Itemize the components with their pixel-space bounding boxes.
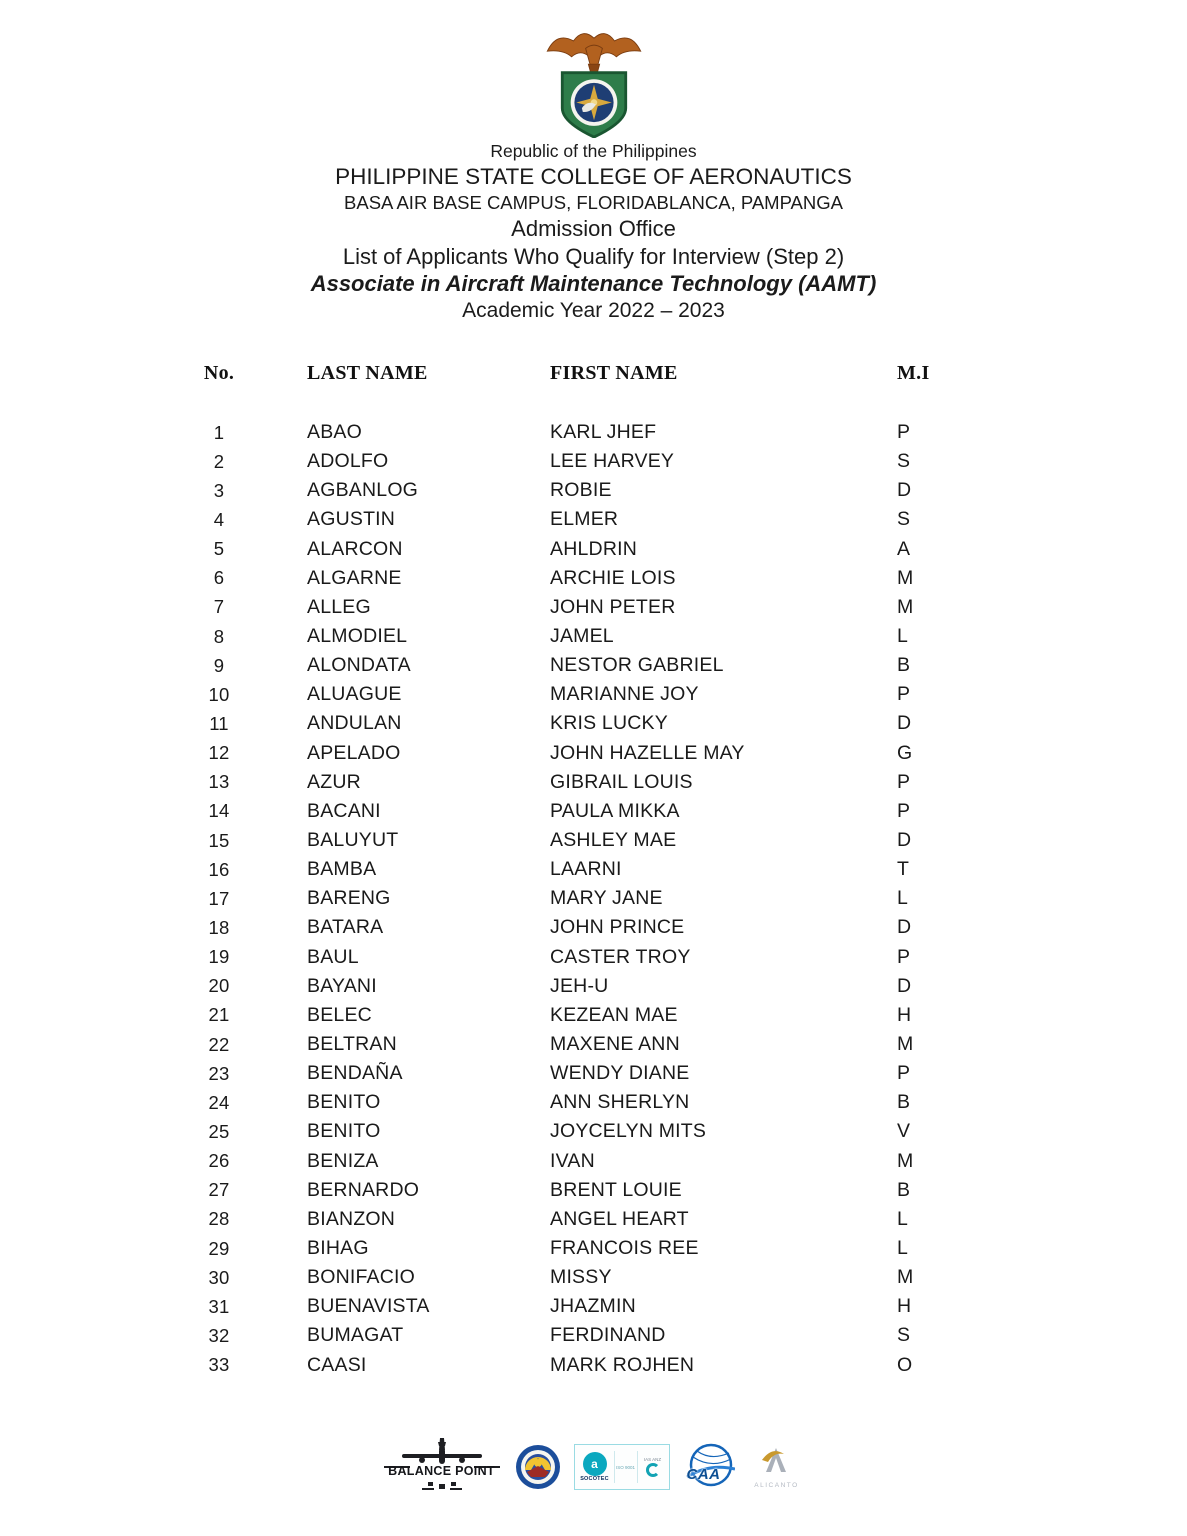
row-number-cell: 8 [213, 625, 225, 647]
table-row [197, 972, 1187, 1001]
middle-initial-cell: L [897, 887, 909, 910]
republic-line: Republic of the Philippines [490, 141, 697, 161]
table-row [197, 709, 1187, 738]
first-name-cell: WENDY DIANE [550, 1062, 690, 1085]
table-row [197, 505, 1187, 534]
caa-logo [683, 1443, 735, 1491]
college-name: PHILIPPINE STATE COLLEGE OF AERONAUTICS [335, 164, 852, 189]
table-row [197, 1263, 1187, 1292]
last-name-cell: CAASI [307, 1353, 367, 1376]
row-number-cell: 25 [208, 1120, 230, 1142]
row-number-cell: 17 [208, 887, 230, 909]
first-name-cell: JOYCELYN MITS [550, 1120, 707, 1143]
last-name-cell: BATARA [307, 916, 384, 939]
middle-initial-cell: S [897, 1324, 911, 1347]
last-name-cell: BACANI [307, 799, 381, 822]
table-header-row [197, 362, 1187, 385]
last-name-cell: BENDAÑA [307, 1062, 403, 1085]
table-row [197, 447, 1187, 476]
first-name-cell: MARIANNE JOY [550, 683, 699, 706]
middle-initial-cell: P [897, 421, 911, 444]
row-number-cell: 3 [213, 479, 225, 501]
middle-initial-cell: L [897, 625, 909, 648]
applicant-table [0, 362, 1187, 1380]
first-name-cell: KARL JHEF [550, 421, 657, 444]
alicanto-logo [748, 1446, 806, 1489]
table-row [197, 1147, 1187, 1176]
table-row [197, 535, 1187, 564]
row-number-cell: 28 [208, 1208, 230, 1230]
table-row [197, 564, 1187, 593]
middle-initial-cell: D [897, 479, 912, 502]
middle-initial-cell: O [897, 1353, 913, 1376]
middle-initial-cell: B [897, 1091, 911, 1114]
table-row [197, 1176, 1187, 1205]
socotec-mark [578, 1452, 612, 1482]
first-name-cell: ANN SHERLYN [550, 1091, 690, 1114]
last-name-cell: ALLEG [307, 595, 371, 618]
col-header-mi: M.I [897, 362, 930, 384]
caa-label: CAA [686, 1466, 721, 1483]
first-name-cell: ROBIE [550, 479, 612, 502]
row-number-cell: 9 [213, 654, 225, 676]
first-name-cell: IVAN [550, 1149, 595, 1172]
last-name-cell: ALUAGUE [307, 683, 402, 706]
last-name-cell: AZUR [307, 770, 361, 793]
first-name-cell: AHLDRIN [550, 537, 637, 560]
col-header-last-name: LAST NAME [307, 362, 428, 384]
first-name-cell: JHAZMIN [550, 1295, 636, 1318]
row-number-cell: 27 [208, 1179, 230, 1201]
middle-initial-cell: M [897, 1033, 914, 1056]
row-number-cell: 20 [208, 975, 230, 997]
last-name-cell: BIHAG [307, 1237, 369, 1259]
cert-text-block: ISO 9001 [614, 1451, 638, 1483]
row-number-cell: 7 [213, 596, 225, 618]
alicanto-bird-icon [760, 1446, 794, 1476]
row-number-cell: 31 [208, 1295, 230, 1317]
balance-point-logo [382, 1436, 502, 1498]
first-name-cell: KRIS LUCKY [550, 712, 668, 735]
row-number-cell: 10 [208, 683, 230, 705]
list-title: List of Applicants Who Qualify for Interview (Step 2) [342, 244, 845, 269]
table-row [197, 1351, 1187, 1380]
table-row [197, 418, 1187, 447]
row-number-cell: 33 [208, 1354, 230, 1376]
first-name-cell: JOHN PRINCE [550, 916, 685, 939]
last-name-cell: ADOLFO [307, 450, 389, 473]
first-name-cell: JOHN HAZELLE MAY [550, 741, 745, 764]
last-name-cell: BAUL [307, 945, 359, 968]
col-header-no: No. [203, 362, 235, 384]
row-number-cell: 14 [208, 800, 230, 822]
row-number-cell: 22 [208, 1033, 230, 1055]
row-number-cell: 16 [208, 858, 230, 880]
ias-c-icon [646, 1463, 660, 1477]
last-name-cell: BAYANI [307, 974, 377, 997]
last-name-cell: ALARCON [307, 537, 403, 560]
last-name-cell: BONIFACIO [307, 1266, 415, 1289]
middle-initial-cell: T [897, 858, 910, 881]
middle-initial-cell: P [897, 683, 911, 706]
document-header [0, 140, 1187, 324]
table-row [197, 1292, 1187, 1321]
table-row [197, 593, 1187, 622]
last-name-cell: BENITO [307, 1091, 381, 1114]
last-name-cell: BELEC [307, 1003, 372, 1026]
middle-initial-cell: M [897, 566, 914, 589]
last-name-cell: BERNARDO [307, 1178, 420, 1201]
row-number-cell: 26 [208, 1150, 230, 1172]
table-row [197, 943, 1187, 972]
first-name-cell: NESTOR GABRIEL [550, 654, 724, 677]
table-row [197, 1117, 1187, 1146]
middle-initial-cell: S [897, 508, 911, 531]
applicant-table-body [197, 418, 1187, 1380]
table-row [197, 768, 1187, 797]
first-name-cell: MISSY [550, 1266, 612, 1289]
eagle-shield-icon [538, 26, 650, 138]
last-name-cell: AGBANLOG [307, 479, 419, 502]
row-number-cell: 18 [208, 916, 230, 938]
first-name-cell: FRANCOIS REE [550, 1237, 699, 1259]
first-name-cell: GIBRAIL LOUIS [550, 770, 693, 793]
middle-initial-cell: H [897, 1295, 912, 1318]
first-name-cell: ANGEL HEART [550, 1207, 689, 1230]
middle-initial-cell: M [897, 1149, 914, 1172]
middle-initial-cell: D [897, 712, 912, 735]
ias-label: IAS ANZ [643, 1456, 662, 1462]
first-name-cell: MAXENE ANN [550, 1033, 680, 1056]
balance-point-label: BALANCE POINT [388, 1464, 495, 1478]
col-header-first-name: FIRST NAME [550, 362, 678, 384]
table-row [197, 739, 1187, 768]
first-name-cell: KEZEAN MAE [550, 1003, 678, 1026]
row-number-cell: 13 [208, 771, 230, 793]
first-name-cell: ASHLEY MAE [550, 829, 677, 852]
row-number-cell: 1 [213, 421, 225, 443]
middle-initial-cell: H [897, 1003, 912, 1026]
socotec-circle-icon: a [583, 1452, 607, 1476]
row-number-cell: 24 [208, 1091, 230, 1113]
row-number-cell: 6 [213, 567, 225, 589]
last-name-cell: BALUYUT [307, 829, 399, 852]
table-row [197, 1059, 1187, 1088]
row-number-cell: 30 [208, 1266, 230, 1288]
middle-initial-cell: L [897, 1207, 909, 1230]
table-row [197, 884, 1187, 913]
last-name-cell: ALGARNE [307, 566, 402, 589]
middle-initial-cell: P [897, 799, 911, 822]
academic-year-line: Academic Year 2022 – 2023 [462, 299, 725, 322]
middle-initial-cell: P [897, 1062, 911, 1085]
row-number-cell: 15 [208, 829, 230, 851]
first-name-cell: MARK ROJHEN [550, 1353, 695, 1376]
table-row [197, 476, 1187, 505]
table-row [197, 680, 1187, 709]
first-name-cell: ARCHIE LOIS [550, 566, 676, 589]
first-name-cell: CASTER TROY [550, 945, 691, 968]
last-name-cell: ALMODIEL [307, 625, 408, 648]
last-name-cell: BUMAGAT [307, 1324, 404, 1347]
last-name-cell: AGUSTIN [307, 508, 396, 531]
last-name-cell: BUENAVISTA [307, 1295, 430, 1318]
first-name-cell: JEH-U [550, 974, 609, 997]
middle-initial-cell: M [897, 595, 914, 618]
middle-initial-cell: D [897, 916, 912, 939]
table-row [197, 913, 1187, 942]
last-name-cell: BIANZON [307, 1207, 396, 1230]
table-row [197, 855, 1187, 884]
alicanto-label: ALICANTO [754, 1481, 799, 1489]
socotec-label: SOCOTEC [580, 1476, 609, 1482]
table-row [197, 622, 1187, 651]
philsca-seal-icon [515, 1444, 561, 1490]
row-number-cell: 32 [208, 1324, 230, 1346]
table-row [197, 826, 1187, 855]
office-line: Admission Office [511, 216, 676, 241]
middle-initial-cell: A [897, 537, 911, 560]
first-name-cell: MARY JANE [550, 887, 663, 910]
first-name-cell: PAULA MIKKA [550, 799, 680, 822]
table-row [197, 1030, 1187, 1059]
middle-initial-cell: D [897, 829, 912, 852]
row-number-cell: 19 [208, 946, 230, 968]
middle-initial-cell: M [897, 1266, 914, 1289]
row-number-cell: 29 [208, 1237, 230, 1259]
last-name-cell: ANDULAN [307, 712, 402, 735]
first-name-cell: JAMEL [550, 625, 614, 648]
college-seal [538, 26, 650, 138]
row-number-cell: 4 [213, 508, 225, 530]
row-number-cell: 11 [209, 712, 229, 734]
first-name-cell: FERDINAND [550, 1324, 666, 1347]
campus-line: BASA AIR BASE CAMPUS, FLORIDABLANCA, PAMPANGA [344, 192, 843, 213]
table-row [197, 797, 1187, 826]
table-row [197, 1001, 1187, 1030]
middle-initial-cell: L [897, 1237, 909, 1259]
middle-initial-cell: D [897, 974, 912, 997]
middle-initial-cell: B [897, 1178, 911, 1201]
last-name-cell: BAMBA [307, 858, 377, 881]
first-name-cell: LAARNI [550, 858, 622, 881]
footer-logo-strip [382, 1432, 806, 1502]
last-name-cell: BARENG [307, 887, 391, 910]
middle-initial-cell: P [897, 945, 911, 968]
middle-initial-cell: G [897, 741, 913, 764]
last-name-cell: BENIZA [307, 1149, 379, 1172]
row-number-cell: 2 [213, 450, 225, 472]
ias-mark [640, 1457, 666, 1478]
first-name-cell: BRENT LOUIE [550, 1178, 682, 1201]
last-name-cell: BELTRAN [307, 1033, 397, 1056]
last-name-cell: APELADO [307, 741, 401, 764]
last-name-cell: BENITO [307, 1120, 381, 1143]
first-name-cell: ELMER [550, 508, 619, 531]
row-number-cell: 5 [213, 538, 225, 560]
table-row [197, 651, 1187, 680]
middle-initial-cell: B [897, 654, 911, 677]
row-number-cell: 12 [208, 742, 230, 764]
table-row [197, 1088, 1187, 1117]
socotec-cert-logo [574, 1444, 670, 1490]
row-number-cell: 21 [208, 1004, 230, 1026]
first-name-cell: JOHN PETER [550, 595, 676, 618]
last-name-cell: ABAO [307, 421, 362, 444]
row-number-cell: 23 [208, 1062, 230, 1084]
middle-initial-cell: P [897, 770, 911, 793]
table-row [197, 1205, 1187, 1234]
middle-initial-cell: V [897, 1120, 911, 1143]
middle-initial-cell: S [897, 450, 911, 473]
last-name-cell: ALONDATA [307, 654, 411, 677]
table-row [197, 1234, 1187, 1263]
program-title: Associate in Aircraft Maintenance Technology (AAMT) [310, 271, 877, 296]
table-row [197, 1321, 1187, 1350]
first-name-cell: LEE HARVEY [550, 450, 675, 473]
